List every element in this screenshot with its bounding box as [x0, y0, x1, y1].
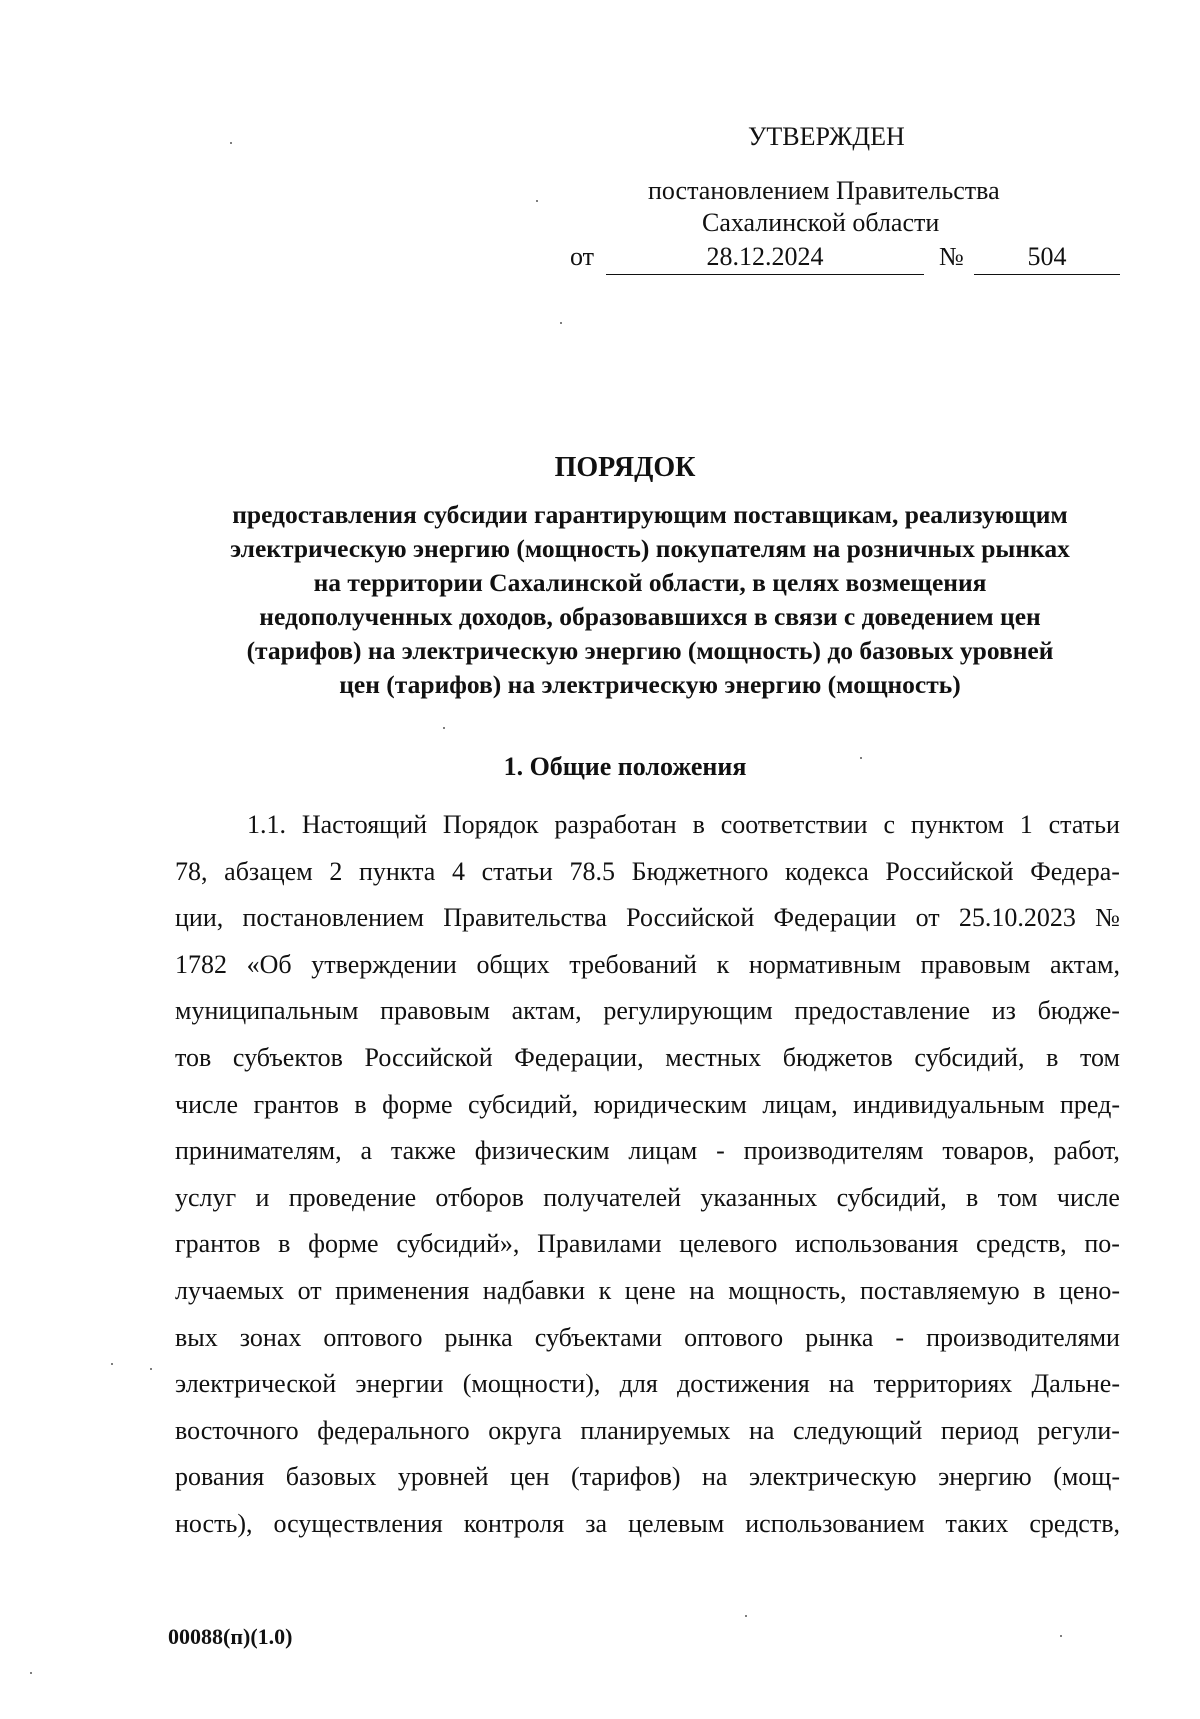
subtitle-line: электрическую энергию (мощность) покупателям на розничных рынках [230, 534, 1070, 563]
body-word: Правительства [443, 903, 607, 933]
body-line [175, 1454, 1120, 1501]
body-word: актам, [511, 996, 582, 1026]
body-word: работ, [1053, 1136, 1120, 1166]
scan-speck [230, 142, 232, 144]
body-word: 1.1. [247, 810, 286, 839]
subtitle-line: на территории Сахалинской области, в целях возмещения [313, 568, 987, 597]
body-word: пункта [358, 856, 436, 886]
body-line [175, 988, 1120, 1035]
section-heading: 1. Общие положения [503, 752, 747, 781]
document-title: ПОРЯДОК [554, 452, 696, 483]
body-word: индивидуальным [853, 1089, 1045, 1119]
body-word: применения [335, 1275, 470, 1305]
subtitle-line: недополученных доходов, образовавшихся в связи с доведением цен [259, 602, 1041, 631]
body-word: цено- [1058, 1275, 1120, 1305]
body-word: кодекса [785, 856, 869, 886]
body-word: следующий [793, 1415, 923, 1445]
body-word: субъектами [534, 1322, 663, 1352]
body-word: лучаемых [175, 1275, 285, 1305]
body-word: на [828, 1369, 855, 1399]
document-subtitle [170, 498, 1130, 702]
body-word: цен [510, 1462, 550, 1492]
body-line [175, 895, 1120, 942]
body-word: «Об [246, 949, 292, 979]
body-word: период [940, 1415, 1019, 1445]
body-word: в [966, 1182, 979, 1212]
body-word: электрической [175, 1369, 337, 1399]
body-word: том [1079, 1042, 1120, 1072]
body-word: (мощ- [1053, 1462, 1120, 1492]
body-word: к [716, 949, 730, 979]
body-line [175, 1268, 1120, 1315]
body-word: Федерации, [514, 1042, 644, 1072]
body-line [175, 1221, 1120, 1268]
body-word: использования [795, 1229, 959, 1259]
body-word: цене [624, 1275, 676, 1305]
body-word: 78.5 [569, 856, 616, 886]
body-word: юридическим [593, 1089, 747, 1119]
body-line [175, 1501, 1120, 1548]
body-word: электрическую [748, 1462, 917, 1492]
body-word: а [360, 1136, 373, 1166]
body-word: зонах [239, 1322, 302, 1352]
body-word: таких [945, 1508, 1009, 1538]
body-word: за [585, 1508, 608, 1538]
body-word: субъектов [232, 1042, 343, 1072]
body-word: соответствии [720, 810, 868, 839]
body-word: проведение [288, 1182, 417, 1212]
approval-title: УТВЕРЖДЕН [748, 122, 905, 151]
body-word: средств, [1029, 1508, 1120, 1538]
body-word: (тарифов) [570, 1462, 681, 1492]
body-word: осуществления [273, 1508, 443, 1538]
body-word: в [692, 810, 705, 839]
scan-speck [560, 322, 562, 324]
body-line [175, 942, 1120, 989]
body-word: поставляемую [860, 1275, 1020, 1305]
body-word: округа [488, 1415, 562, 1445]
body-word: (мощности), [462, 1369, 601, 1399]
body-word: пунктом [910, 810, 1004, 839]
body-line [175, 1315, 1120, 1362]
body-word: в [278, 1229, 291, 1259]
body-word: восточного [175, 1415, 299, 1445]
body-line [175, 1175, 1120, 1222]
body-word: 78, [175, 856, 208, 886]
approval-line-2: Сахалинской области [702, 208, 940, 237]
scan-speck [1060, 1635, 1062, 1637]
body-word: регули- [1037, 1415, 1120, 1445]
subtitle-line: (тарифов) на электрическую энергию (мощность) до базовых уровней [246, 636, 1054, 665]
scan-speck [536, 200, 538, 202]
body-word: мощность, [728, 1275, 847, 1305]
body-word: целевым [628, 1508, 725, 1538]
body-word: абзацем [224, 856, 313, 886]
body-word: тов [175, 1042, 212, 1072]
body-word: субсидий, [914, 1042, 1025, 1072]
body-word: принимателям, [175, 1136, 342, 1166]
body-word: и [255, 1182, 270, 1212]
body-word: форме [308, 1229, 379, 1259]
body-word: утверждении [311, 949, 457, 979]
body-word: территориях [873, 1369, 1013, 1399]
body-word: актам, [1049, 949, 1120, 979]
body-word: вых [175, 1322, 218, 1352]
body-word: общих [476, 949, 550, 979]
body-word: Федера- [1030, 856, 1120, 886]
body-word: в [1046, 1042, 1059, 1072]
body-word: указанных [700, 1182, 818, 1212]
body-word: из [991, 996, 1016, 1026]
body-word: требований [569, 949, 697, 979]
body-word: отборов [435, 1182, 524, 1212]
body-word: целевого [679, 1229, 778, 1259]
scan-speck [111, 1363, 113, 1365]
body-word: услуг [175, 1182, 237, 1212]
body-word: Федерации [773, 903, 897, 933]
body-word: ность), [175, 1508, 253, 1538]
body-word: энергии [355, 1369, 444, 1399]
body-word: средств, [976, 1229, 1067, 1259]
body-word: по- [1084, 1229, 1120, 1259]
body-word: статьи [1048, 810, 1120, 839]
body-line [175, 1082, 1120, 1129]
body-word: правовым [920, 949, 1031, 979]
body-word: на [689, 1275, 715, 1305]
body-word: использованием [745, 1508, 925, 1538]
body-word: достижения [677, 1369, 810, 1399]
body-word: предоставление [794, 996, 970, 1026]
body-word: ции, [175, 903, 224, 933]
body-word: субсидий», [396, 1229, 520, 1259]
body-word: статьи [481, 856, 553, 886]
body-word: физическим [474, 1136, 610, 1166]
body-word: также [390, 1136, 456, 1166]
body-word: местных [665, 1042, 762, 1072]
body-word: уровней [397, 1462, 489, 1492]
body-word: субсидий, [836, 1182, 947, 1212]
body-line [175, 1128, 1120, 1175]
body-word: форме [382, 1089, 453, 1119]
body-word: в [354, 1089, 367, 1119]
body-word: Бюджетного [631, 856, 769, 886]
approval-number: 504 [974, 240, 1120, 275]
body-word: лицам, [762, 1089, 838, 1119]
body-word: постановлением [242, 903, 425, 933]
body-word: производителям [743, 1136, 924, 1166]
body-word: 1 [1019, 810, 1033, 839]
body-word: Российской [885, 856, 1014, 886]
body-word: Настоящий [301, 810, 428, 839]
body-word: - [716, 1136, 725, 1166]
body-word: базовых [285, 1462, 377, 1492]
footer-code: 00088(п)(1.0) [168, 1624, 293, 1649]
body-word: 1782 [175, 949, 227, 979]
body-paragraph [175, 802, 1120, 1548]
body-word: бюдже- [1037, 996, 1120, 1026]
body-word: лицам [628, 1136, 698, 1166]
body-line [175, 802, 1120, 849]
body-word: Дальне- [1031, 1369, 1120, 1399]
body-word: пред- [1060, 1089, 1120, 1119]
body-line [175, 1408, 1120, 1455]
body-line [175, 1361, 1120, 1408]
body-word: товаров, [942, 1136, 1035, 1166]
body-word: Российской [364, 1042, 493, 1072]
body-word: на [702, 1462, 728, 1492]
body-word: - [895, 1322, 905, 1352]
number-sign: № [939, 242, 964, 271]
body-word: получателей [543, 1182, 682, 1212]
body-word: Правилами [537, 1229, 662, 1259]
subtitle-line: предоставления субсидии гарантирующим поставщикам, реализующим [232, 500, 1068, 529]
body-word: контроля [463, 1508, 565, 1538]
body-word: регулирующим [603, 996, 773, 1026]
approval-date-number [570, 240, 1125, 276]
body-word: рынка [444, 1322, 513, 1352]
body-word: производителями [926, 1322, 1120, 1352]
approval-date: 28.12.2024 [606, 240, 924, 275]
scan-speck [443, 727, 445, 729]
body-word: оптового [684, 1322, 784, 1352]
body-word: оптового [323, 1322, 423, 1352]
body-word: нормативным [748, 949, 901, 979]
body-word: энергию [938, 1462, 1032, 1492]
body-word: рынка [805, 1322, 874, 1352]
body-line [175, 849, 1120, 896]
body-word: от [915, 903, 940, 933]
body-word: Порядок [442, 810, 539, 839]
body-word: грантов [175, 1229, 261, 1259]
body-word: к [598, 1275, 612, 1305]
body-line [175, 1035, 1120, 1082]
body-word: 25.10.2023 [958, 903, 1076, 933]
body-word: субсидий, [468, 1089, 579, 1119]
subtitle-line: цен (тарифов) на электрическую энергию (мощность) [339, 670, 961, 699]
scan-speck [745, 1615, 747, 1617]
body-word: 4 [451, 856, 465, 886]
body-word: для [619, 1369, 658, 1399]
date-prefix: от [570, 242, 595, 271]
body-word: том [997, 1182, 1038, 1212]
body-word: муниципальным [175, 996, 359, 1026]
scan-speck [150, 1368, 152, 1370]
scan-speck [860, 757, 862, 759]
body-word: 2 [329, 856, 343, 886]
body-word: в [1033, 1275, 1046, 1305]
body-word: на [748, 1415, 775, 1445]
body-word: надбавки [482, 1275, 586, 1305]
scan-speck [30, 1672, 32, 1674]
body-word: разработан [554, 810, 677, 839]
body-word: от [297, 1275, 322, 1305]
body-word: числе [175, 1089, 239, 1119]
body-word: Российской [626, 903, 755, 933]
body-word: правовым [380, 996, 490, 1026]
body-word: грантов [253, 1089, 339, 1119]
body-word: № [1095, 903, 1120, 933]
body-word: числе [1056, 1182, 1120, 1212]
approval-line-1: постановлением Правительства [648, 176, 1000, 205]
body-word: с [883, 810, 895, 839]
body-word: рования [175, 1462, 265, 1492]
body-word: бюджетов [782, 1042, 893, 1072]
body-word: планируемых [580, 1415, 731, 1445]
body-word: федерального [317, 1415, 470, 1445]
